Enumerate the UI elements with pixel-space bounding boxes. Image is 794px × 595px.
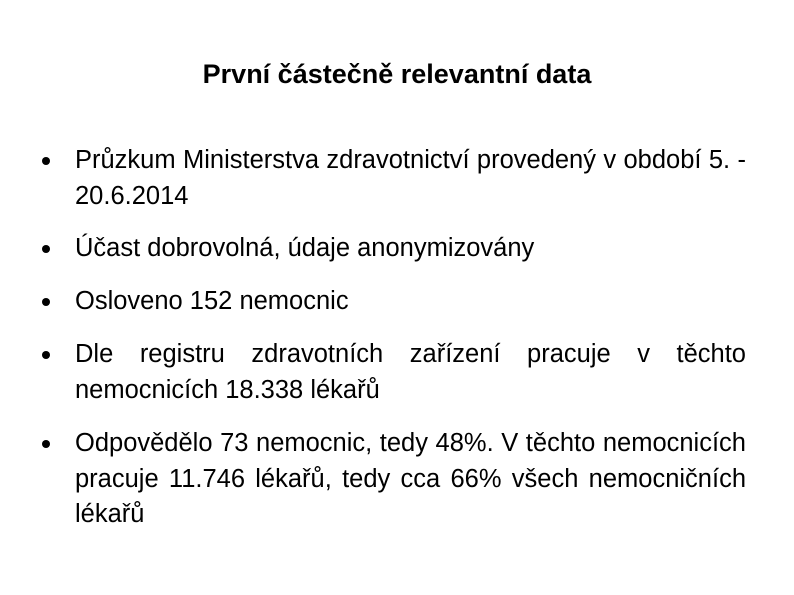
bullet-dot-icon bbox=[42, 245, 50, 253]
bullet-dot-icon bbox=[42, 351, 50, 359]
bullet-item bbox=[42, 284, 746, 320]
bullet-text: Průzkum Ministerstva zdravotnictví provedený v období 5. - 20.6.2014 bbox=[75, 146, 746, 210]
bullet-dot-icon bbox=[42, 298, 50, 306]
bullet-item bbox=[42, 231, 746, 267]
bullet-item bbox=[42, 337, 746, 408]
bullet-text: Účast dobrovolná, údaje anonymizovány bbox=[75, 234, 535, 262]
bullet-dot-icon bbox=[42, 440, 50, 448]
bullet-item bbox=[42, 143, 746, 214]
slide-title: První částečně relevantní data bbox=[202, 59, 592, 89]
bullet-text: Osloveno 152 nemocnic bbox=[75, 286, 349, 315]
bullet-list bbox=[42, 143, 746, 533]
bullet-text: Odpovědělo 73 nemocnic, tedy 48%. V těchto nemocnicích pracuje 11.746 lékařů, tedy cca 66% všech nemocničních lékařů bbox=[75, 429, 746, 528]
bullet-item bbox=[42, 426, 746, 533]
bullet-text: Dle registru zdravotních zařízení pracuje v těchto nemocnicích 18.338 lékařů bbox=[75, 340, 746, 404]
bullet-dot-icon bbox=[42, 157, 50, 165]
